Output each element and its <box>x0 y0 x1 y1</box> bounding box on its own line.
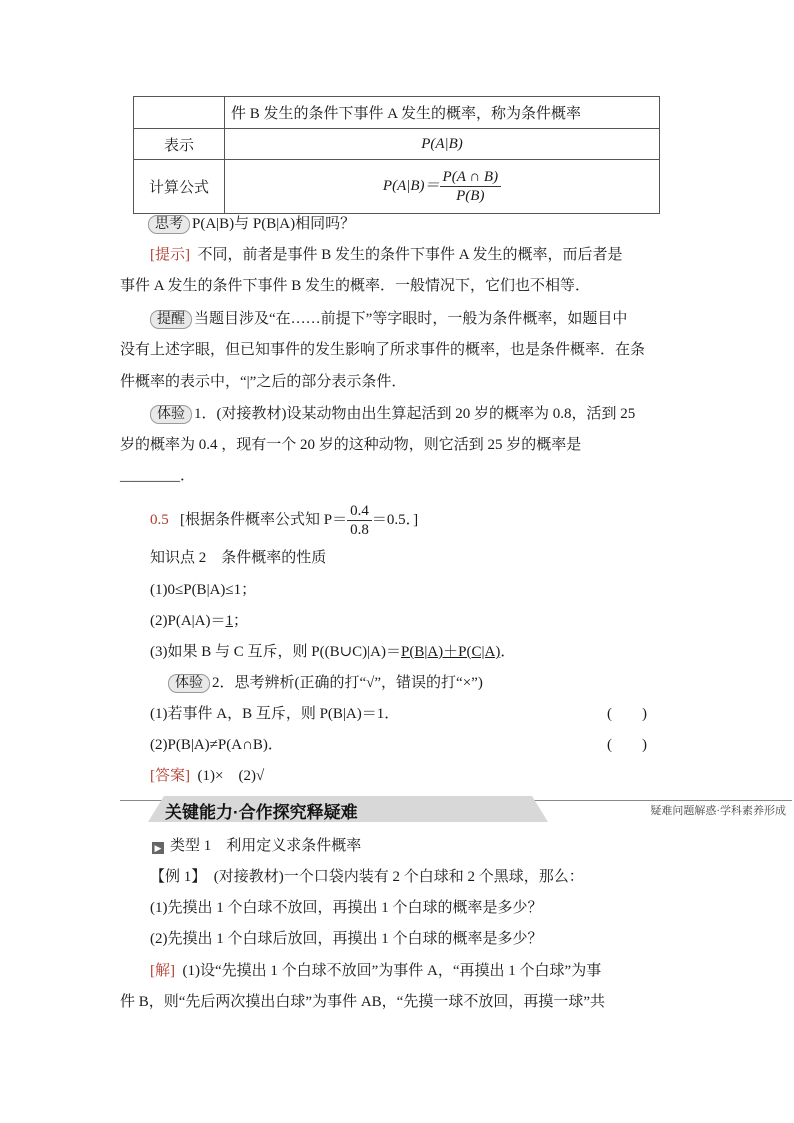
type1-heading <box>152 836 361 856</box>
exp2-title: 2．思考辨析(正确的打“√”，错误的打“×”) <box>212 675 483 691</box>
section-banner <box>120 796 792 826</box>
exp1-line-1 <box>150 404 635 424</box>
table-cell-label-notation: 表示 <box>134 129 225 160</box>
solution-text-1: (1)设“先摸出 1 个白球不放回”为事件 A，“再摸出 1 个白球”为事 <box>182 963 602 979</box>
exp1-explain-pre: [根据条件概率公式知 P＝ <box>180 512 348 528</box>
kp2-property-2 <box>150 611 248 631</box>
exp2-question-2: (2)P(B|A)≠P(A∩B)． <box>150 737 283 753</box>
exp1-text-1: 1．(对接教材)设某动物由出生算起活到 20 岁的概率为 0.8，活到 25 <box>194 406 636 422</box>
exp2-answer: (1)× (2)√ <box>197 768 265 784</box>
kp2-property-3 <box>150 642 515 662</box>
exp1-answer-line <box>150 502 418 539</box>
example-label: 【例 1】 <box>150 869 207 885</box>
table-cell-empty <box>134 97 225 129</box>
formula-numerator: P(A ∩ B) <box>440 168 502 187</box>
kp2-p2-pre: (2)P(A|A)＝ <box>150 613 226 629</box>
definition-table <box>133 96 660 214</box>
think-tag: 思考 <box>148 215 190 234</box>
triangle-icon: ▶ <box>152 842 164 854</box>
exp2-tag: 体验 <box>168 674 210 693</box>
table-cell-label-formula: 计算公式 <box>134 160 225 214</box>
remind-text-1: 当题目涉及“在……前提下”等字眼时，一般为条件概率，如题目中 <box>194 311 628 327</box>
think-question-line <box>148 214 355 234</box>
exp2-answer-line <box>150 766 264 786</box>
kp2-p2-val: 1 <box>225 613 233 629</box>
kp2-title: 知识点 2 条件概率的性质 <box>150 550 327 566</box>
hint-line-1 <box>150 245 623 265</box>
kp2-p3-pre: (3)如果 B 与 C 互斥，则 P((B∪C)|A)＝ <box>150 644 401 660</box>
exp1-line-2: 岁的概率为 0.4 ，现有一个 20 岁的这种动物，则它活到 25 岁的概率是 <box>120 437 582 453</box>
table-cell-definition: 件 B 发生的条件下事件 A 发生的概率，称为条件概率 <box>225 97 660 129</box>
banner-title: 关键能力·合作探究释疑难 <box>165 803 358 822</box>
exp1-explain-post: ＝0.5．] <box>371 512 419 528</box>
exp1-tag: 体验 <box>150 405 192 424</box>
kp2-p3-post: ． <box>500 644 516 660</box>
banner-subtitle: 疑难问题解惑·学科素养形成 <box>650 805 786 817</box>
formula-denominator: P(B) <box>456 188 485 204</box>
exp2-answer-label: [答案] <box>150 768 190 784</box>
remind-line-1 <box>150 309 627 329</box>
table-cell-formula <box>225 160 660 214</box>
hint-label: [提示] <box>150 247 190 263</box>
remind-line-3: 件概率的表示中，“|”之后的部分表示条件． <box>120 374 407 390</box>
table-cell-notation: P(A|B) <box>225 129 660 160</box>
exp2-title-line <box>168 673 483 693</box>
formula-fraction <box>440 168 502 205</box>
kp2-p3-val: P(B|A)＋P(C|A) <box>401 644 501 660</box>
type1-title: 类型 1 利用定义求条件概率 <box>170 838 362 854</box>
kp2-p2-post: ； <box>233 613 249 629</box>
remind-tag: 提醒 <box>150 310 192 329</box>
exp2-paren-1: ( ) <box>607 706 647 722</box>
exp2-question-1: (1)若事件 A，B 互斥，则 P(B|A)＝1． <box>150 706 400 722</box>
example-line <box>150 867 584 887</box>
example-question-1: (1)先摸出 1 个白球不放回，再摸出 1 个白球的概率是多少？ <box>150 900 543 916</box>
exp1-frac-num: 0.4 <box>347 502 372 521</box>
solution-label: [解] <box>150 963 175 979</box>
hint-text-1: 不同，前者是事件 B 发生的条件下事件 A 发生的概率，而后者是 <box>197 247 623 263</box>
example-text: (对接教材)一个口袋内装有 2 个白球和 2 个黑球，那么： <box>213 869 584 885</box>
exp2-paren-2: ( ) <box>607 737 647 753</box>
example-question-2: (2)先摸出 1 个白球后放回，再摸出 1 个白球的概率是多少？ <box>150 931 543 947</box>
hint-line-2: 事件 A 发生的条件下事件 B 发生的概率．一般情况下，它们也不相等． <box>120 278 591 294</box>
think-question: P(A|B)与 P(B|A)相同吗？ <box>192 216 356 232</box>
formula-lhs: P(A|B)＝ <box>382 177 440 194</box>
exp1-frac-den: 0.8 <box>350 522 369 539</box>
solution-line-2: 件 B，则“先后两次摸出白球”为事件 AB，“先摸一球不放回，再摸一球”共 <box>120 994 605 1010</box>
solution-line-1 <box>150 961 601 981</box>
exp1-fraction <box>347 502 372 539</box>
kp2-property-1: (1)0≤P(B|A)≤1； <box>150 582 257 598</box>
exp1-answer: 0.5 <box>150 512 169 528</box>
remind-line-2: 没有上述字眼，但已知事件的发生影响了所求事件的概率，也是条件概率．在条 <box>120 342 646 358</box>
exp1-line-3: ________． <box>120 468 196 484</box>
